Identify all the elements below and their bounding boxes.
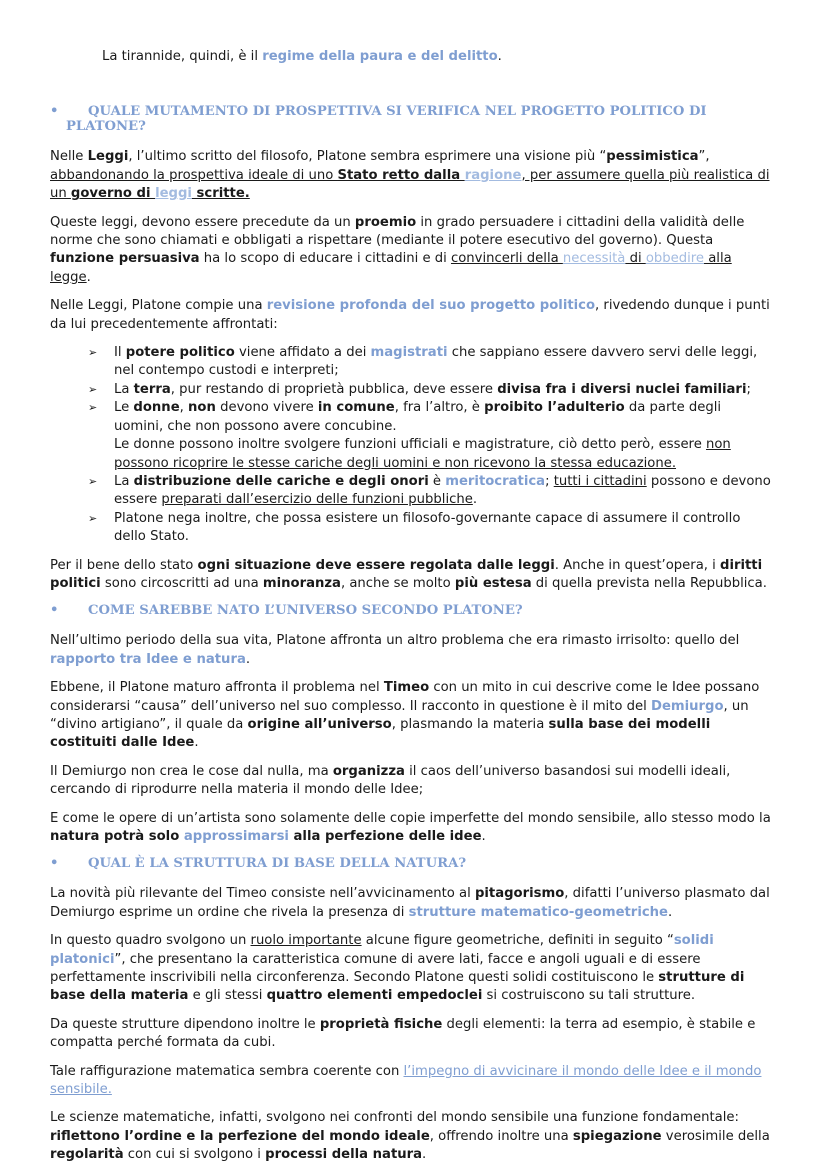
list-item: ➢ Le donne, non devono vivere in comune, fra l’altro, è proibito l’adulterio da parte degli uomini, che non possono avere concubine. Le donne possono inoltre svolgere funzioni ufficiali e magistrature, ciò detto però, essere non possono ricoprire le stesse cariche degli uomini e non ricevono la stessa educazione. xyxy=(88,400,731,471)
paragraph: Nelle Leggi, Platone compie una revisione profonda del suo progetto politico, rivedendo dunque i punti da lui precedentemente affrontati: xyxy=(50,298,770,332)
list-item: ➢ Platone nega inoltre, che possa esistere un filosofo-governante capace di assumere il controllo dello Stato. xyxy=(88,510,741,545)
paragraph: La novità più rilevante del Timeo consiste nell’avvicinamento al pitagorismo, difatti l’universo plasmato dal Demiurgo esprime un ordine che rivela la presenza di strutture matematico-geometriche. xyxy=(50,886,770,920)
paragraph: In questo quadro svolgono un ruolo importante alcune figure geometriche, definiti in seguito “solidi platonici”, che presentano la caratteristica comune di avere lati, facce e angoli uguali e di essere perfettamente inscrivibili nella circonferenza. Secondo Platone questi solidi costituiscono le strutture di base della materia e gli stessi quattro elementi empedoclei si costruiscono su tali strutture. xyxy=(50,933,745,1004)
list-item: ➢ Il potere politico viene affidato a dei magistrati che sappiano essere davvero servi delle leggi, nel contempo custodi e interpreti; xyxy=(88,345,758,379)
arrow-bullet-icon: ➢ xyxy=(88,474,98,488)
paragraph: Per il bene dello stato ogni situazione deve essere regolata dalle leggi. Anche in quest’opera, i diritti politici sono circoscritti ad una minoranza, anche se molto più estesa di quella prevista nella Repubblica. xyxy=(50,557,767,591)
link[interactable]: l’impegno di avvicinare il mondo delle Idee e il mondo sensibile. xyxy=(50,1063,762,1098)
section-heading-politics: • QUALE MUTAMENTO DI PROSPETTIVA SI VERIFICA NEL PROGETTO POLITICO DI PLATONE? xyxy=(50,104,774,134)
arrow-bullet-icon: ➢ xyxy=(88,346,98,360)
bullet-list xyxy=(50,344,774,546)
paragraph: Nell’ultimo periodo della sua vita, Platone affronta un altro problema che era rimasto irrisolto: quello del rapporto tra Idee e natura. xyxy=(50,633,740,667)
paragraph: E come le opere di un’artista sono solamente delle copie imperfette del mondo sensibile, allo stesso modo la natura potrà solo approssimarsi alla perfezione delle idee. xyxy=(50,810,771,844)
paragraph: Queste leggi, devono essere precedute da un proemio in grado persuadere i cittadini della validità delle norme che sono chiamati e obbligati a rispettare (mediante il potere esecutivo del governo). Questa funzione persuasiva ha lo scopo di educare i cittadini e di convincerli della necessità di obbedire alla legge. xyxy=(50,214,745,285)
arrow-bullet-icon: ➢ xyxy=(88,401,98,415)
highlight: regime della paura e del delitto xyxy=(262,49,498,64)
arrow-bullet-icon: ➢ xyxy=(88,511,98,525)
paragraph: Le scienze matematiche, infatti, svolgono nei confronti del mondo sensibile una funzione fondamentale: riflettono l’ordine e la perfezione del mondo ideale, offrendo inoltre una spiegazione verosimile della regolarità con cui si svolgono i processi della natura. xyxy=(50,1110,770,1163)
list-item: ➢ La distribuzione delle cariche e degli onori è meritocratica; tutti i cittadini possono e devono essere preparati dall’esercizio delle funzioni pubbliche. xyxy=(88,473,771,508)
section-heading-nature: • QUAL È LA STRUTTURA DI BASE DELLA NATURA? xyxy=(50,856,774,871)
paragraph: Nelle Leggi, l’ultimo scritto del filosofo, Platone sembra esprimere una visione più “pessimistica”, abbandonando la prospettiva ideale di uno Stato retto dalla ragione, per assumere quella più realistica di un governo di leggi scritte. xyxy=(50,149,770,202)
arrow-bullet-icon: ➢ xyxy=(88,382,98,396)
section-heading-universe: • COME SAREBBE NATO L’UNIVERSO SECONDO PLATONE? xyxy=(50,603,774,618)
paragraph: Ebbene, il Platone maturo affronta il problema nel Timeo con un mito in cui descrive come le Idee possano considerarsi “causa” dell’universo nel suo complesso. Il racconto in questione è il mito del Demiurgo, un “divino artigiano”, il quale da origine all’universo, plasmando la materia sulla base dei modelli costituiti dalle Idee. xyxy=(50,680,760,751)
paragraph: Da queste strutture dipendono inoltre le proprietà fisiche degli elementi: la terra ad esempio, è stabile e compatta perché formata da cubi. xyxy=(50,1016,756,1051)
intro-paragraph: La tirannide, quindi, è il regime della paura e del delitto. xyxy=(102,49,502,64)
list-item: ➢ La terra, pur restando di proprietà pubblica, deve essere divisa fra i diversi nuclei familiari; xyxy=(88,381,774,399)
paragraph: Il Demiurgo non crea le cose dal nulla, ma organizza il caos dell’universo basandosi sui modelli ideali, cercando di riprodurre nella materia il mondo delle Idee; xyxy=(50,763,731,798)
paragraph: Tale raffigurazione matematica sembra coerente con l’impegno di avvicinare il mondo delle Idee e il mondo sensibile. xyxy=(50,1063,762,1098)
